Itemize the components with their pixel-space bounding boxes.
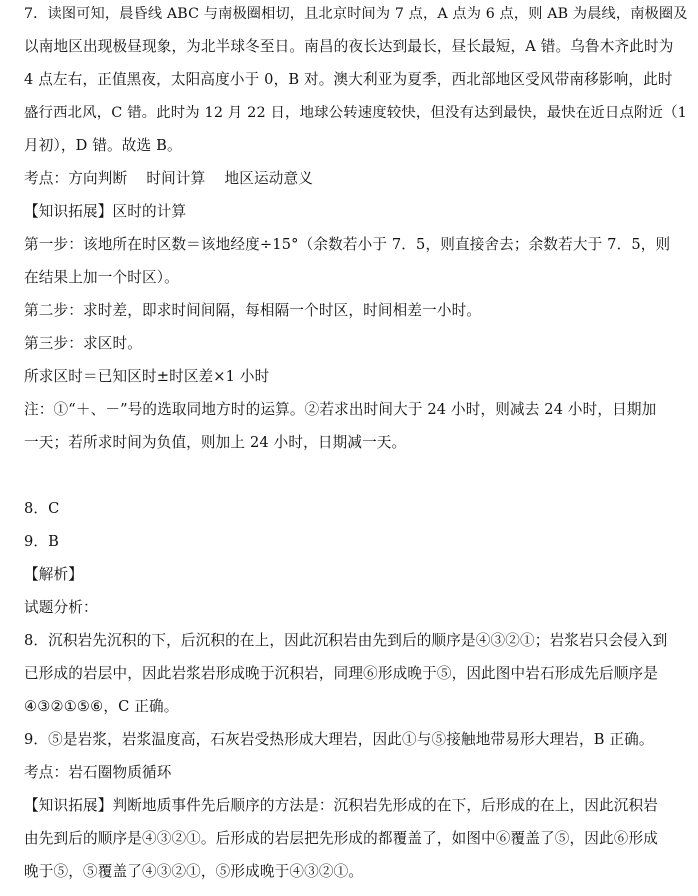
step3: 第三步：求区时。 [24,335,142,352]
q7-line-4: 盛行西北风，C 错。此时为 12 月 22 日，地球公转速度较快，但没有达到最快，最快在近日点附近（1 [24,105,687,121]
step1-line-2: 在结果上加一个时区）。 [24,269,179,286]
answer-8: 8．C [24,500,60,517]
zhishi2-line-3: 晚于⑤，⑤覆盖了④③②①，⑤形成晚于④③②①。 [24,863,364,880]
q7-line-5: 月初），D 错。故选 B。 [24,137,182,154]
answer-9: 9．B [24,533,60,550]
step2: 第二步：求时差，即求时间间隔，每相隔一个时区，时间相差一小时。 [24,302,482,319]
q7-line-2: 以南地区出现极昼现象，为北半球冬至日。南昌的夜长达到最长，昼长最短，A 错。乌鲁木齐此时为 [24,38,674,55]
q8-line-3: ④③②①⑤⑥，C 正确。 [24,698,179,715]
zhishi2-line-1: 【知识拓展】判断地质事件先后顺序的方法是：沉积岩先形成的在下，后形成的在上，因此沉积岩 [24,797,658,814]
kaodian-2: 考点：岩石圈物质循环 [24,764,172,781]
q8-line-2: 已形成的岩层中，因此岩浆岩形成晚于沉积岩，同理⑥形成晚于⑤，因此图中岩石形成先后顺序是 [24,665,658,682]
q7-line-3: 4 点左右，正值黑夜，太阳高度小于 0，B 对。澳大利亚为夏季，西北部地区受风带南移影响，此时 [24,71,673,88]
note-line-2: 一天；若所求时间为负值，则加上 24 小时，日期减一天。 [24,434,407,451]
q9-line: 9．⑤是岩浆，岩浆温度高，石灰岩受热形成大理岩，因此①与⑤接触地带易形大理岩，B 正确。 [24,731,654,748]
step1-line-1: 第一步：该地所在时区数＝该地经度÷15°（余数若小于 7．5，则直接舍去；余数若大于 7．5，则 [24,236,671,253]
formula: 所求区时＝已知区时±时区差×1 小时 [24,368,270,385]
q8-line-1: 8．沉积岩先沉积的下，后沉积的在上，因此沉积岩由先到后的顺序是④③②①；岩浆岩只会侵入到 [24,632,668,649]
q7-line-1: 7．读图可知，晨昏线 ABC 与南极圈相切，且北京时间为 7 点，A 点为 6 点，则 AB 为晨线，南极圈及 [24,6,688,22]
q7-zhishi-title: 【知识拓展】区时的计算 [24,203,187,220]
q7-kaodian: 考点：方向判断 时间计算 地区运动意义 [24,170,313,187]
shiti-fenxi: 试题分析： [24,599,98,616]
note-line-1: 注：①“＋、－”号的选取同地方时的运算。②若求出时间大于 24 小时，则减去 24 小时，日期加 [24,401,657,418]
zhishi2-line-2: 由先到后的顺序是④③②①。后形成的岩层把先形成的都覆盖了，如图中⑥覆盖了⑤，因此⑥形成 [24,830,658,847]
jiexi-heading: 【解析】 [24,566,83,583]
